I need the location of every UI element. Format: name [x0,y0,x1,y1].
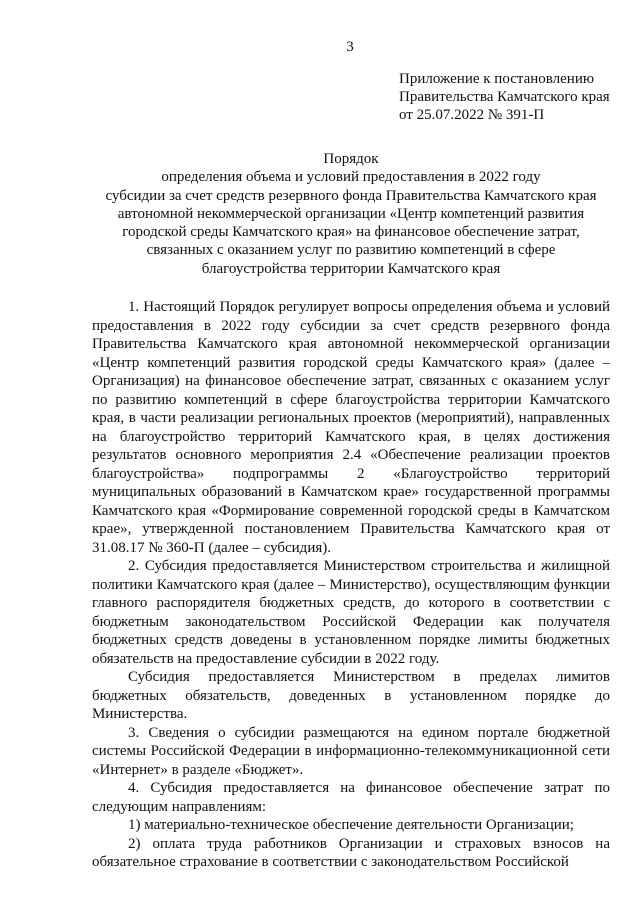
title-line: благоустройства территории Камчатского края [201,260,501,277]
paragraph-1: 1. Настоящий Порядок регулирует вопросы определения объема и условий предоставления в 2022 году субсидии за счет средств резервного фонда Правительства Камчатского края автономной некоммерческой организации «Центр компетенций развития городской среды Камчатского края» (далее – Организация) на финансовое обеспечение затрат, связанных с оказанием услуг по развитию компетенций в сфере благоустройства территории Камчатского края, в части реализации региональных проектов (мероприятий), направленных на благоустройство территорий Камчатского края, в целях достижения результатов основного мероприятия 2.4 «Обеспечение реализации проектов благоустройства» подпрограммы 2 «Благоустройство территорий муниципальных образований в Камчатском крае» государственной программы Камчатского края «Формирование современной городской среды в Камчатском крае», утвержденной постановлением Правительства Камчатского края от 31.08.17 № 360-П (далее – субсидия). [92,299,610,556]
paragraph-2: 2. Субсидия предоставляется Министерством строительства и жилищной политики Камчатского края (далее – Министерство), осуществляющим функции главного распорядителя бюджетных средств, до которого в соответствии с бюджетным законодательством Российской Федерации как получателя бюджетных средств доведены в установленном порядке лимиты бюджетных обязательств на предоставление субсидии в 2022 году. [92,558,610,667]
title-line: связанных с оказанием услуг по развитию компетенций в сфере [146,242,556,259]
page-number: 3 [346,39,354,55]
appendix-line-3: от 25.07.2022 № 391-П [399,107,545,123]
document-title [92,150,610,278]
paragraph-3: 3. Сведения о субсидии размещаются на едином портале бюджетной системы Российской Федерации в информационно-телекоммуникационной сети «Интернет» в разделе «Бюджет». [92,724,610,778]
paragraph-2-continued: Субсидия предоставляется Министерством в пределах лимитов бюджетных обязательств, доведенных в установленном порядке до Министерства. [92,669,610,722]
title-line: субсидии за счет средств резервного фонда Правительства Камчатского края [105,187,597,204]
appendix-line-2: Правительства Камчатского края [399,89,610,105]
appendix-line-1: Приложение к постановлению [399,71,595,87]
paragraph-4: 4. Субсидия предоставляется на финансовое обеспечение затрат по следующим направлениям: [92,780,610,815]
list-item-2: 2) оплата труда работников Организации и страховых взносов на обязательное страхование в соответствии с законодательством Российской [92,835,610,870]
document-body [92,298,610,872]
appendix-header [399,70,610,124]
title-heading: Порядок [323,151,379,167]
title-line: городской среды Камчатского края» на финансовое обеспечение затрат, [122,224,580,241]
title-line: определения объема и условий предоставления в 2022 году [161,169,541,186]
title-line: автономной некоммерческой организации «Центр компетенций развития [117,205,585,222]
list-item-1: 1) материально-техническое обеспечение деятельности Организации; [128,817,574,833]
